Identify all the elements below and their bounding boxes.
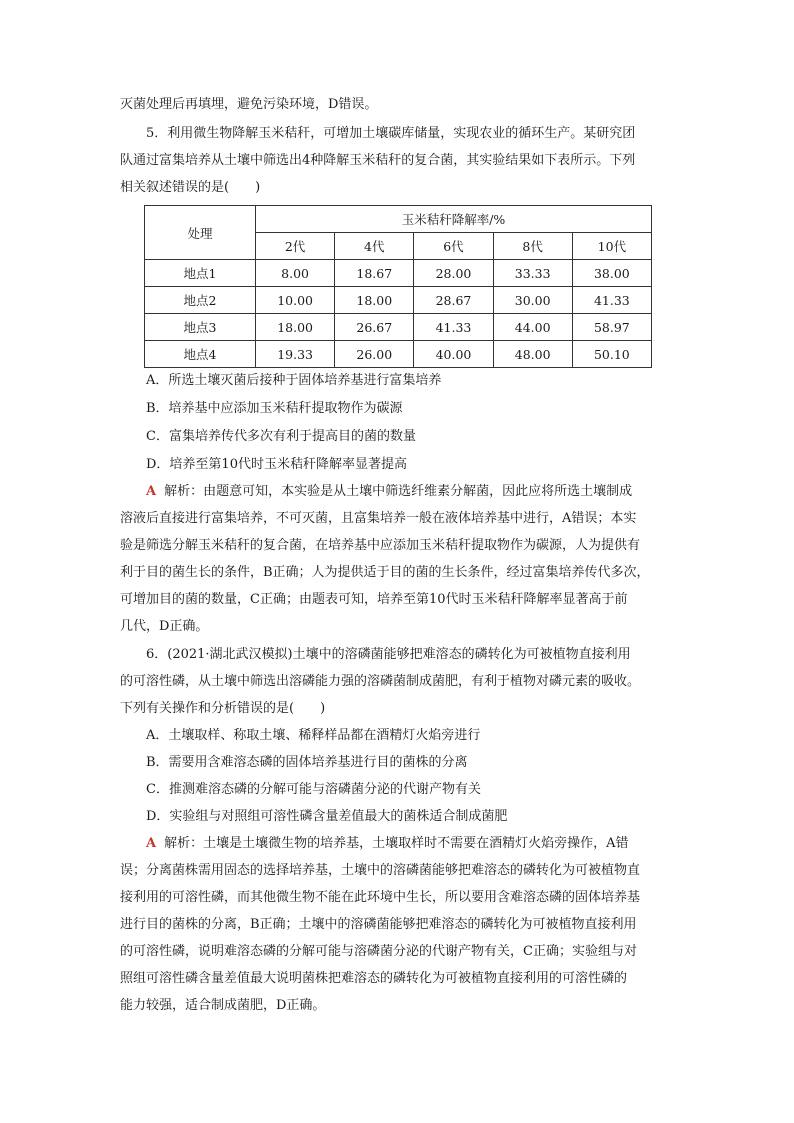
column-header: 10代 [572, 233, 651, 260]
table-cell: 48.00 [493, 341, 572, 368]
analysis-line: 验是筛选分解玉米秸秆的复合菌，在培养基中应添加玉米秸秆提取物作为碳源，人为提供有 [120, 538, 641, 553]
table-cell: 26.00 [335, 341, 414, 368]
column-header: 8代 [493, 233, 572, 260]
table-cell: 40.00 [414, 341, 493, 368]
text-line: 灭菌处理后再填埋，避免污染环境，D错误。 [120, 97, 378, 112]
table-cell: 26.67 [335, 314, 414, 341]
analysis-line: 接利用的可溶性磷，而其他微生物不能在此环境中生长，所以要用含难溶态磷的固体培养基 [120, 890, 641, 905]
table-cell: 41.33 [414, 314, 493, 341]
answer-letter: A [146, 484, 157, 499]
analysis-text: 解析：土壤是土壤微生物的培养基，土壤取样时不需要在酒精灯火焰旁操作，A错 [164, 836, 629, 851]
table-row [145, 287, 652, 314]
degradation-rate-table [144, 205, 652, 368]
table-cell: 28.67 [414, 287, 493, 314]
option-a: A．土壤取样、称取土壤、稀释样品都在酒精灯火焰旁进行 [146, 728, 481, 743]
row-label: 地点2 [145, 287, 256, 314]
table-cell: 33.33 [493, 260, 572, 287]
option-c: C．推测难溶态磷的分解可能与溶磷菌分泌的代谢产物有关 [146, 782, 481, 797]
analysis-line: 可增加目的菌的数量，C正确；由题表可知，培养至第10代时玉米秸秆降解率显著高于前 [120, 592, 628, 607]
analysis-line: 几代，D正确。 [120, 619, 209, 634]
row-label: 地点4 [145, 341, 256, 368]
table-cell: 18.00 [335, 287, 414, 314]
analysis-line [146, 482, 632, 502]
option-d: D．实验组与对照组可溶性磷含量差值最大的菌株适合制成菌肥 [146, 809, 508, 824]
option-a: A．所选土壤灭菌后接种于固体培养基进行富集培养 [146, 373, 442, 388]
analysis-line: 溶液后直接进行富集培养，不可灭菌，且富集培养一般在液体培养基中进行，A错误；本实 [120, 511, 637, 526]
question-6-stem: 6．(2021·湖北武汉模拟)土壤中的溶磷菌能够把难溶态的磷转化为可被植物直接利用 [146, 647, 631, 662]
table-cell: 18.00 [256, 314, 335, 341]
analysis-line [146, 834, 628, 854]
option-c: C．富集培养传代多次有利于提高目的菌的数量 [146, 429, 416, 444]
analysis-line: 照组可溶性磷含量差值最大说明菌株把难溶态的磷转化为可被植物直接利用的可溶性磷的 [120, 971, 628, 986]
column-header: 2代 [256, 233, 335, 260]
analysis-line: 能力较强，适合制成菌肥，D正确。 [120, 998, 326, 1013]
option-b: B．需要用含难溶态磷的固体培养基进行目的菌株的分离 [146, 755, 468, 770]
analysis-text: 解析：由题意可知，本实验是从土壤中筛选纤维素分解菌，因此应将所选土壤制成 [164, 484, 633, 499]
option-d: D．培养至第10代时玉米秸秆降解率显著提高 [146, 457, 407, 472]
analysis-line: 误；分离菌株需用固态的选择培养基，土壤中的溶磷菌能够把难溶态的磷转化为可被植物直 [120, 863, 641, 878]
row-label: 地点1 [145, 260, 256, 287]
question-5-stem: 5．利用微生物降解玉米秸秆，可增加土壤碳库储量，实现农业的循环生产。某研究团 [146, 126, 636, 141]
table-cell: 38.00 [572, 260, 651, 287]
question-5-stem: 队通过富集培养从土壤中筛选出4种降解玉米秸秆的复合菌，其实验结果如下表所示。下列 [120, 153, 636, 168]
table-group-header: 玉米秸秆降解率/% [256, 206, 652, 233]
table-corner-header: 处理 [145, 206, 256, 260]
table-cell: 19.33 [256, 341, 335, 368]
analysis-line: 利于目的菌生长的条件，B正确；人为提供适于目的菌的生长条件，经过富集培养传代多次， [120, 565, 650, 580]
table-cell: 18.67 [335, 260, 414, 287]
question-5-stem: 相关叙述错误的是( ) [120, 180, 261, 195]
analysis-line: 的可溶性磷，说明难溶态磷的分解可能与溶磷菌分泌的代谢产物有关，C正确；实验组与对 [120, 944, 637, 959]
table-row [145, 341, 652, 368]
table-cell: 8.00 [256, 260, 335, 287]
table-row [145, 314, 652, 341]
question-6-stem: 下列有关操作和分析错误的是( ) [120, 701, 326, 716]
table-cell: 10.00 [256, 287, 335, 314]
question-6-stem: 的可溶性磷，从土壤中筛选出溶磷能力强的溶磷菌制成菌肥，有利于植物对磷元素的吸收。 [120, 674, 641, 689]
table-cell: 50.10 [572, 341, 651, 368]
option-b: B．培养基中应添加玉米秸秆提取物作为碳源 [146, 401, 403, 416]
column-header: 6代 [414, 233, 493, 260]
table-cell: 44.00 [493, 314, 572, 341]
column-header: 4代 [335, 233, 414, 260]
table-row [145, 260, 652, 287]
analysis-line: 进行目的菌株的分离，B正确；土壤中的溶磷菌能够把难溶态的磷转化为可被植物直接利用 [120, 917, 637, 932]
row-label: 地点3 [145, 314, 256, 341]
table-cell: 28.00 [414, 260, 493, 287]
table-cell: 30.00 [493, 287, 572, 314]
table-cell: 58.97 [572, 314, 651, 341]
table-cell: 41.33 [572, 287, 651, 314]
answer-letter: A [146, 836, 157, 851]
